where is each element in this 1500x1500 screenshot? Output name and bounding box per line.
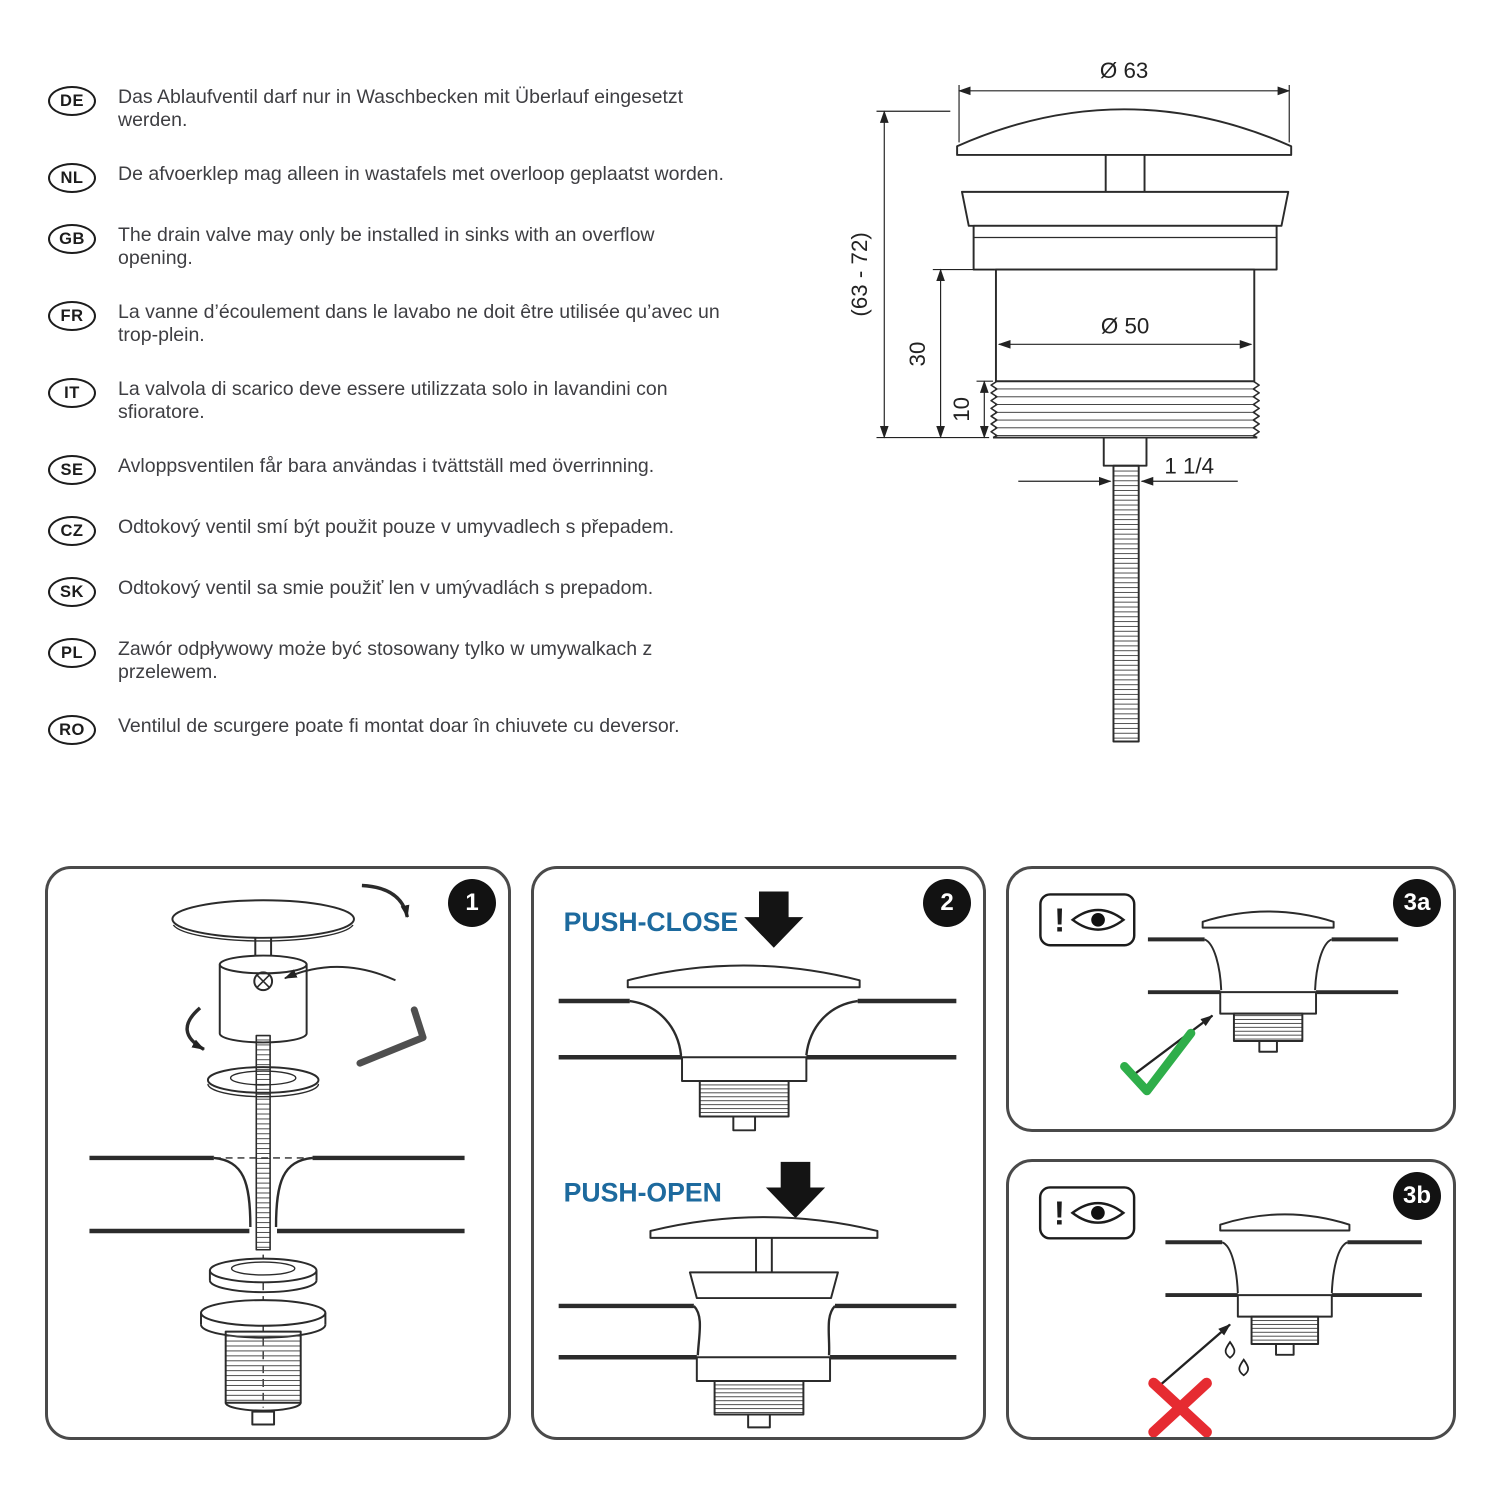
cross-icon bbox=[1154, 1383, 1207, 1432]
valve-collar bbox=[962, 192, 1288, 226]
language-note-pl bbox=[48, 638, 748, 684]
language-badge-gb: GB bbox=[48, 224, 96, 254]
dim-height-range: (63 - 72) bbox=[846, 232, 872, 317]
valve-cap bbox=[957, 109, 1291, 155]
thread-ridges bbox=[995, 389, 1255, 436]
pointer-arrow bbox=[1156, 1324, 1230, 1389]
valve-closed-state bbox=[559, 966, 957, 1131]
language-badge-de: DE bbox=[48, 86, 96, 116]
language-note-se bbox=[48, 455, 748, 485]
valve-flange bbox=[974, 226, 1277, 270]
language-note-it bbox=[48, 378, 748, 424]
attention-mark: ! bbox=[1054, 902, 1066, 940]
language-badge-cz: CZ bbox=[48, 516, 96, 546]
language-note-cz bbox=[48, 516, 748, 546]
dim-thread-height: 10 bbox=[948, 396, 974, 422]
push-open-label: PUSH-OPEN bbox=[563, 1177, 722, 1208]
step-number-badge-1: 1 bbox=[448, 879, 496, 927]
cap bbox=[172, 900, 354, 938]
step-panel-1 bbox=[45, 866, 511, 1440]
dim-body-diameter: Ø 50 bbox=[1100, 313, 1150, 339]
installed-valve bbox=[1148, 912, 1398, 1052]
bottom-body bbox=[226, 1332, 301, 1403]
rotate-arrow-screw bbox=[187, 1008, 204, 1049]
press-down-arrow-close bbox=[744, 891, 803, 947]
pointer-arrow bbox=[1134, 1016, 1212, 1075]
valve-neck bbox=[1104, 438, 1147, 466]
language-badge-se: SE bbox=[48, 455, 96, 485]
language-text-nl: De afvoerklep mag alleen in wastafels met overloop geplaatst worden. bbox=[118, 163, 724, 185]
cap-open bbox=[650, 1217, 877, 1238]
language-text-de: Das Ablaufventil darf nur in Waschbecken mit Überlauf eingesetzt werden. bbox=[118, 86, 684, 131]
language-text-se: Avloppsventilen får bara användas i tvättställ med överrinning. bbox=[118, 455, 655, 477]
language-note-de bbox=[48, 86, 748, 132]
dim-thread-size: 1 1/4 bbox=[1164, 453, 1215, 479]
language-text-fr: La vanne d’écoulement dans le lavabo ne doit être utilisée qu’avec un trop-plein. bbox=[118, 301, 720, 346]
rotate-arrow-cap bbox=[362, 885, 407, 917]
push-close-label: PUSH-CLOSE bbox=[563, 906, 739, 937]
step-panel-3a bbox=[1006, 866, 1456, 1132]
language-text-sk: Odtokový ventil sa smie použiť len v umývadlách s prepadom. bbox=[118, 577, 654, 599]
push-open-close-drawing bbox=[534, 869, 983, 1437]
language-text-it: La valvola di scarico deve essere utilizzata solo in lavandini con sfioratore. bbox=[118, 378, 668, 423]
assembly-exploded-drawing bbox=[48, 869, 508, 1437]
press-down-arrow-open bbox=[766, 1162, 825, 1218]
language-text-ro: Ventilul de scurgere poate fi montat doar în chiuvete cu deversor. bbox=[118, 715, 680, 737]
step-number-badge-3a: 3a bbox=[1393, 879, 1441, 927]
language-note-gb bbox=[48, 224, 748, 270]
language-text-gb: The drain valve may only be installed in sinks with an overflow opening. bbox=[118, 224, 655, 269]
allen-key-icon bbox=[360, 1010, 423, 1063]
language-note-ro bbox=[48, 715, 748, 745]
valve-open-state bbox=[559, 1217, 957, 1427]
language-badge-nl: NL bbox=[48, 163, 96, 193]
attention-mark: ! bbox=[1053, 1195, 1065, 1233]
language-badge-fr: FR bbox=[48, 301, 96, 331]
language-notes bbox=[48, 86, 748, 776]
checkmark-icon bbox=[1124, 1033, 1190, 1091]
valve-outline bbox=[957, 109, 1291, 741]
threaded-rod bbox=[1113, 466, 1138, 742]
language-text-cz: Odtokový ventil smí být použit pouze v umyvadlech s přepadem. bbox=[118, 516, 675, 538]
incorrect-installation-drawing bbox=[1009, 1162, 1453, 1437]
language-badge-it: IT bbox=[48, 378, 96, 408]
cap-closed bbox=[628, 966, 860, 988]
step-number-badge-2: 2 bbox=[923, 879, 971, 927]
language-badge-pl: PL bbox=[48, 638, 96, 668]
step-number-badge-3b: 3b bbox=[1393, 1172, 1441, 1220]
valve-technical-drawing bbox=[826, 46, 1331, 770]
water-drops-icon bbox=[1226, 1342, 1249, 1375]
language-badge-ro: RO bbox=[48, 715, 96, 745]
installed-valve bbox=[1165, 1214, 1421, 1354]
dim-body-height: 30 bbox=[905, 341, 931, 367]
step-panel-3b bbox=[1006, 1159, 1456, 1440]
language-note-fr bbox=[48, 301, 748, 347]
valve-drawing-svg bbox=[826, 46, 1331, 765]
valve-stem bbox=[1106, 155, 1145, 192]
correct-installation-drawing bbox=[1009, 869, 1453, 1129]
step-panel-2 bbox=[531, 866, 986, 1440]
bottom-flange bbox=[201, 1300, 325, 1326]
language-note-sk bbox=[48, 577, 748, 607]
dim-cap-diameter: Ø 63 bbox=[1099, 58, 1149, 84]
language-note-nl bbox=[48, 163, 748, 193]
language-badge-sk: SK bbox=[48, 577, 96, 607]
language-text-pl: Zawór odpływowy może być stosowany tylko w umywalkach z przelewem. bbox=[118, 638, 653, 683]
